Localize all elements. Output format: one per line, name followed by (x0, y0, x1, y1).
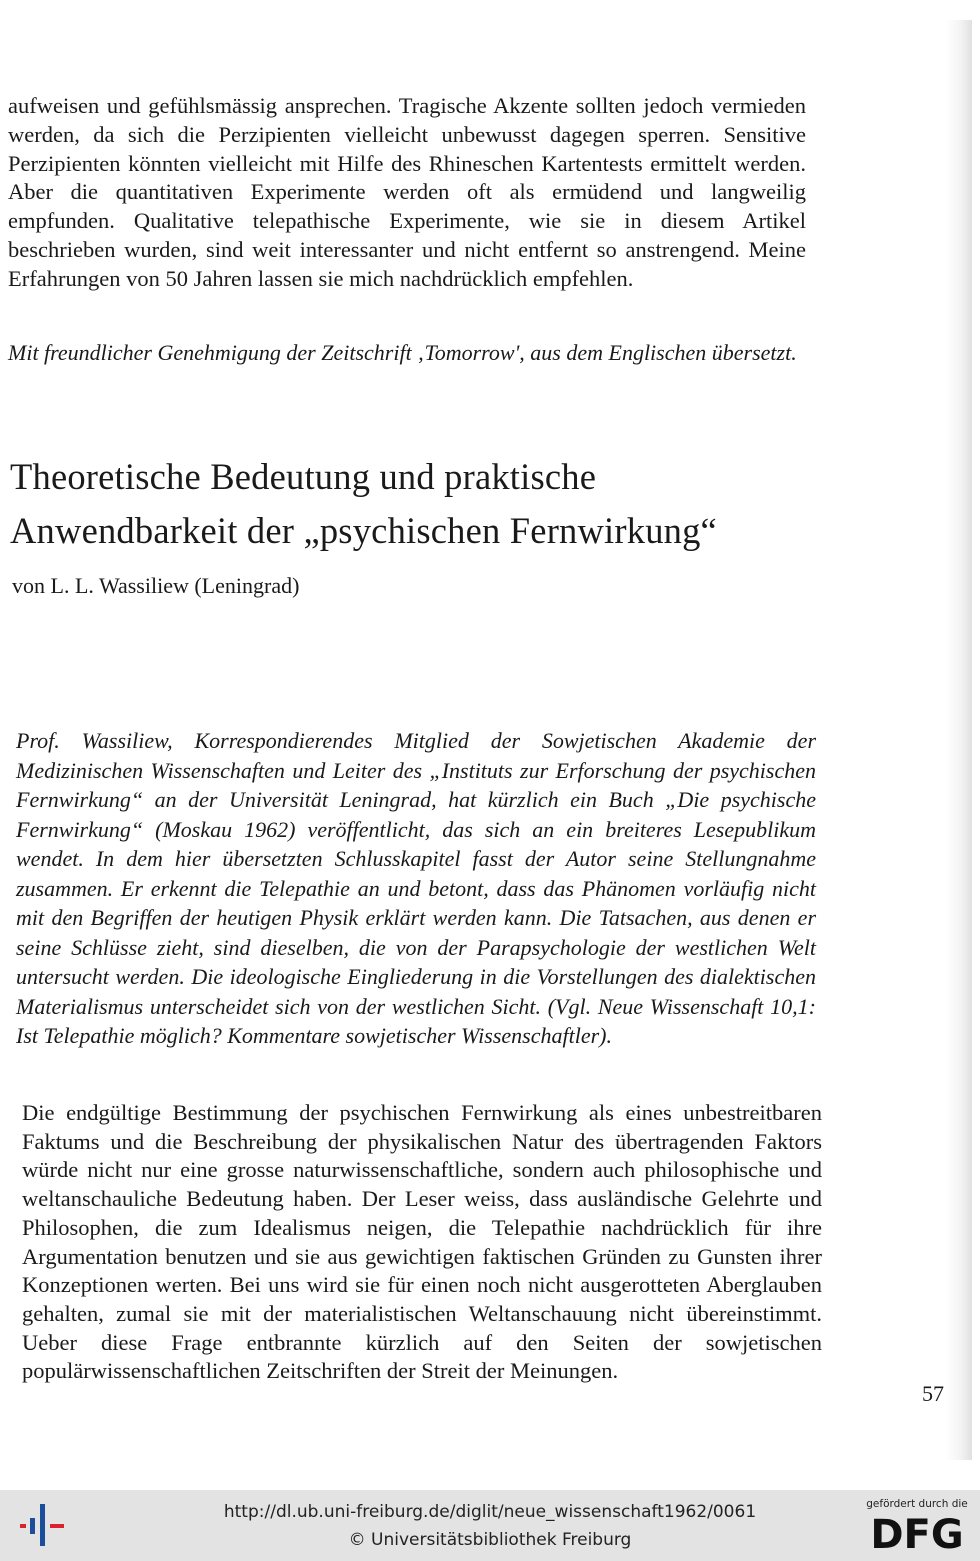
body-paragraph-2: Die endgültige Bestimmung der psychischen Fernwirkung als eines unbestreitbaren Faktums und die Beschreibung der physikalischen Natur des übertragenden Faktors würde nicht nur eine grosse naturwissenschaftliche, sondern auch philosophische und weltanschauliche Bedeutung haben. Der Leser weiss, dass ausländische Gelehrte und Philosophen, die zum Idealismus neigen, die Telepathie nachdrücklich für ihre Argumentation benutzen und sie aus gewichtigen faktischen Gründen zu Gunsten ihrer Konzeptionen werten. Bei uns wird sie für einen noch nicht ausgerotteten Aberglauben gehalten, zumal sie mit der materialistischen Weltanschauung nicht übereinstimmt. Ueber diese Frage entbrannte kürzlich auf den Seiten der sowjetischen populärwissenschaftlichen Zeitschriften der Streit der Meinungen. (22, 1100, 822, 1384)
viewer-footer (0, 1490, 980, 1561)
body-paragraph-1: aufweisen und gefühlsmässig ansprechen. Tragische Akzente sollten jedoch vermieden werden, da sich die Perzipienten vielleicht unbewusst dagegen sperren. Sensitive Perzipienten könnten vielleicht mit Hilfe des Rhineschen Kartentests ermittelt werden. Aber die quantitativen Experimente werden oft als ermüdend und langweilig empfunden. Qualitative telepathische Experimente, wie sie in diesem Artikel beschrieben wurden, sind weit interessanter und nicht entfernt so anstrengend. Meine Erfahrungen von 50 Jahren lassen sie mich nachdrücklich empfehlen. (8, 93, 806, 291)
author-byline: von L. L. Wassiliew (Leningrad) (12, 573, 300, 598)
dfg-logo-icon (862, 1512, 972, 1552)
article-title: Theoretische Bedeutung und praktische Anwendbarkeit der „psychischen Fernwirkung“ (10, 456, 717, 551)
page-number: 57 (922, 1381, 944, 1406)
translation-note: Mit freundlicher Genehmigung der Zeitschrift ‚Tomorrow', aus dem Englischen übersetzt. (8, 340, 797, 365)
dfg-funding-block (862, 1498, 972, 1556)
footer-url-link[interactable]: http://dl.ub.uni-freiburg.de/diglit/neue_wissenschaft1962/0061 (223, 1502, 757, 1522)
dfg-caption: gefördert durch die (866, 1498, 968, 1510)
dfg-logo-text: DFG (870, 1512, 964, 1552)
page-edge-shadow (946, 20, 972, 1460)
footer-copyright: © Universitätsbibliothek Freiburg (348, 1530, 632, 1550)
article-abstract: Prof. Wassiliew, Korrespondierendes Mitglied der Sowjetischen Akademie der Medizinischen Wissenschaften und Leiter des „Instituts zur Erforschung der psychischen Fernwirkung“ an der Universität Leningrad, hat kürzlich ein Buch „Die psychische Fernwirkung“ (Moskau 1962) veröffentlicht, das sich an ein breiteres Lesepublikum wendet. In dem hier übersetzten Schlusskapitel fasst der Autor seine Stellungnahme zusammen. Er erkennt die Telepathie an und betont, dass das Phänomen vorläufig nicht mit den Begriffen der heutigen Physik erklärt werden kann. Die Tatsachen, aus denen er seine Schlüsse zieht, sind dieselben, die von der Parapsychologie der westlichen Welt untersucht werden. Die ideologische Eingliederung in die Vorstellungen des dialektischen Materialismus unterscheidet sich von der westlichen Sicht. (Vgl. Neue Wissenschaft 10,1: Ist Telepathie möglich? Kommentare sowjetischer Wissenschaftler). (16, 728, 816, 1048)
